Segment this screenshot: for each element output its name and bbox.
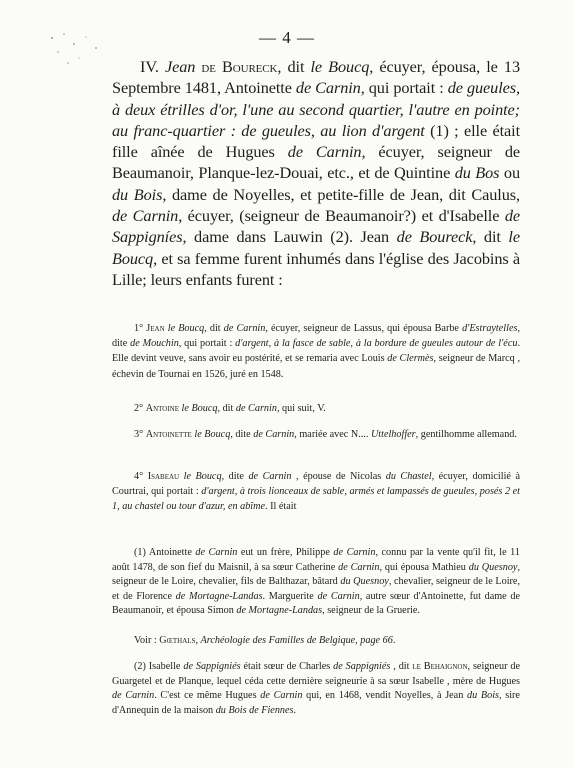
footnote-1-reference: Voir : Gœthals, Archéologie des Familles de Belgique, page 66. bbox=[134, 635, 396, 646]
child-entry-1: 1° Jean le Boucq, dit de Carnin, écuyer, seigneur de Lassus, qui épousa Barbe d'Estraytelles, dite de Mouchin, qui portait : d'argent, à la fasce de sable, à la bordure de gueules autour de l'écu. Elle devint veuve, sans avoir eu postérité, et se remaria avec Louis de Clermès, seigneur de Marcq , échevin de Tournai en 1526, juré en 1548. bbox=[112, 323, 520, 380]
child-entry-2: 2° Antoine le Boucq, dit de Carnin, qui suit, V. bbox=[134, 403, 326, 414]
footnote-2: (2) Isabelle de Sappigniés était sœur de Charles de Sappigniés , dit le Behaignon, seigneur de Guargetel et de Planque, lequel céda cette dernière seigneurie à sa sœur Isabelle , mère de Hugues de Carnin. C'est ce même Hugues de Carnin qui, en 1468, vendit Noyelles, à Jean du Bois, sire d'Annequin de la maison du Bois de Fiennes. bbox=[112, 661, 520, 716]
footnote-1: (1) Antoinette de Carnin eut un frère, Philippe de Carnin, connu par la vente qu'il fit, le 11 août 1478, de son fief du Maisnil, à sa sœur Catherine de Carnin, qui épousa Mathieu du Quesnoy, seigneur de le Loire, chevalier, fils de Balthazar, bâtard du Quesnoy, chevalier, seigneur de le Loire, et de Florence de Mortagne-Landas. Marguerite de Carnin, autre sœur d'Antoinette, fut dame de Beaumanoir, et épousa Simon de Mortagne-Landas, seigneur de la Gruerie. bbox=[112, 547, 520, 617]
child-entry-4: 4° Isabeau le Boucq, dite de Carnin , épouse de Nicolas du Chastel, écuyer, domicilié à Courtrai, qui portait : d'argent, à trois lionceaux de sable, armés et lampassés de gueules, posés 2 et 1, au chastel ou tour d'azur, en abîme. Il était bbox=[112, 471, 520, 513]
page-number: — 4 — bbox=[259, 28, 315, 47]
main-paragraph: IV. Jean de Boureck, dit le Boucq, écuyer, épousa, le 13 Septembre 1481, Antoinette de Carnin, qui portait : de gueules, à deux étrilles d'or, l'une au second quartier, l'autre en pointe; au franc-quartier : de gueules, au lion d'argent (1) ; elle était fille aînée de Hugues de Carnin, écuyer, seigneur de Beaumanoir, Planque-lez-Douai, etc., et de Quintine du Bos ou du Bois, dame de Noyelles, et petite-fille de Jean, dit Caulus, de Carnin, écuyer, (seigneur de Beaumanoir?) et d'Isabelle de Sappigníes, dame dans Lauwin (2). Jean de Boureck, dit le Boucq, et sa femme furent inhumés dans l'église des Jacobins à Lille; leurs enfants furent : bbox=[112, 57, 520, 289]
child-entry-3: 3° Antoinette le Boucq, dite de Carnin, mariée avec N.... Uttelhoffer, gentilhomme allemand. bbox=[134, 429, 517, 440]
